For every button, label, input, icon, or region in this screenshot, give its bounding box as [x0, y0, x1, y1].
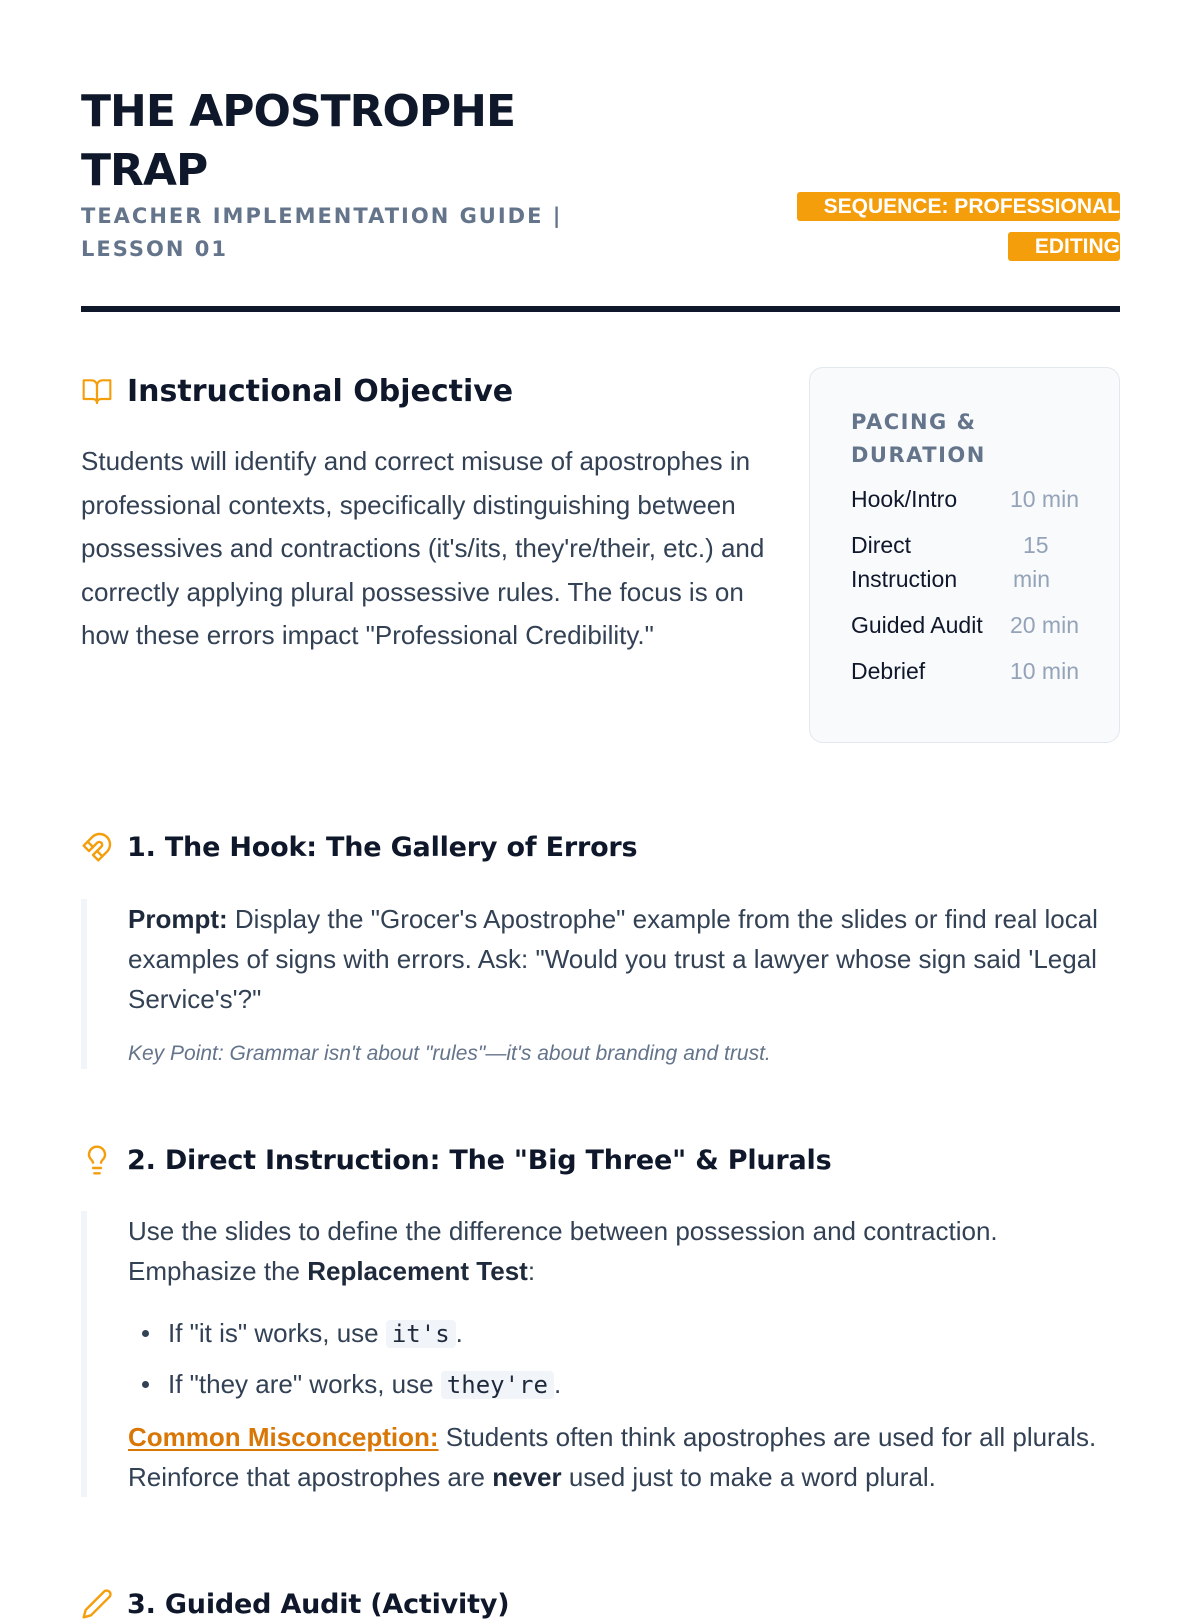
prompt-label: Prompt: — [128, 904, 228, 934]
pacing-row — [851, 608, 1079, 642]
objective-text: Students will identify and correct misuse of apostrophes in professional contexts, specifically distinguishing between possessives and contractions (it's/its, they're/their, etc.) and correctly applying plural possessive rules. The focus is on how these errors impact "Professional Credibility." — [81, 446, 765, 650]
code-sample: it's — [386, 1320, 456, 1348]
hook-prompt — [128, 899, 1120, 1019]
pacing-value: 15 min — [1013, 532, 1051, 592]
pacing-row — [851, 528, 1079, 596]
pacing-label: Direct Instruction — [851, 532, 958, 592]
book-open-icon — [81, 375, 113, 407]
lightbulb-icon — [81, 1144, 113, 1176]
code-sample: they're — [441, 1371, 554, 1399]
sequence-badge — [770, 187, 1120, 267]
pacing-value: 10 min — [1009, 658, 1079, 684]
misconception-label: Common Misconception: — [128, 1422, 439, 1452]
hook-heading-text: 1. The Hook: The Gallery of Errors — [127, 831, 638, 863]
objective-heading-text: Instructional Objective — [127, 373, 514, 409]
pacing-label: Debrief — [851, 658, 926, 684]
hook-callout — [81, 899, 1120, 1069]
pacing-label: Hook/Intro — [851, 486, 958, 512]
misconception-note — [128, 1417, 1120, 1497]
header-divider — [81, 306, 1120, 312]
intro-text: Use the slides to define the difference between possession and contraction. Emphasize the — [128, 1216, 998, 1286]
guided-audit-heading-text: 3. Guided Audit (Activity) — [127, 1588, 510, 1620]
bullet-end: . — [553, 1369, 562, 1399]
list-item — [168, 1313, 1120, 1354]
prompt-text: Display the "Grocer's Apostrophe" example from the slides or find real local examples of signs with errors. Ask: "Would you trust a lawyer whose sign said 'Legal Service's'?" — [128, 904, 1098, 1014]
lesson-guide-page — [81, 0, 1120, 1620]
bullet-end: . — [455, 1318, 463, 1348]
document-title: THE APOSTROPHE TRAP — [81, 86, 516, 196]
replacement-test-label: Replacement Test — [307, 1256, 528, 1286]
replacement-test-list — [128, 1313, 1120, 1405]
bullet-text: If "they are" works, use — [168, 1369, 441, 1399]
direct-instruction-intro — [128, 1211, 1120, 1291]
list-item — [168, 1364, 1120, 1405]
bullet-text: If "it is" works, use — [168, 1318, 386, 1348]
pacing-card — [809, 367, 1120, 743]
pacing-title: PACING & DURATION — [851, 410, 986, 467]
hook-heading — [81, 827, 637, 867]
pacing-label: Guided Audit — [851, 612, 983, 638]
pacing-row — [851, 482, 1079, 516]
document-header — [81, 82, 1120, 312]
magnet-icon — [81, 831, 113, 863]
pencil-icon — [81, 1588, 113, 1620]
direct-instruction-callout — [81, 1211, 1120, 1497]
document-subtitle: TEACHER IMPLEMENTATION GUIDE | LESSON 01 — [81, 204, 563, 261]
objective-heading — [81, 371, 513, 411]
direct-instruction-heading-text: 2. Direct Instruction: The "Big Three" & Plurals — [127, 1144, 832, 1176]
pacing-value: 10 min — [1009, 486, 1079, 512]
pacing-value: 20 min — [1009, 612, 1079, 638]
misconception-text: Students often think apostrophes are used for all plurals. Reinforce that apostrophes are — [128, 1422, 1097, 1492]
guided-audit-heading — [81, 1584, 509, 1624]
direct-instruction-heading — [81, 1140, 831, 1180]
misconception-emphasis: never — [492, 1462, 562, 1492]
pacing-row — [851, 654, 1079, 688]
intro-end: : — [527, 1256, 536, 1286]
sequence-badge-label: SEQUENCE: PROFESSIONAL EDITING — [797, 192, 1120, 261]
key-point: Key Point: Grammar isn't about "rules"—it's about branding and trust. — [128, 1042, 771, 1065]
misconception-end: used just to make a word plural. — [561, 1462, 936, 1492]
